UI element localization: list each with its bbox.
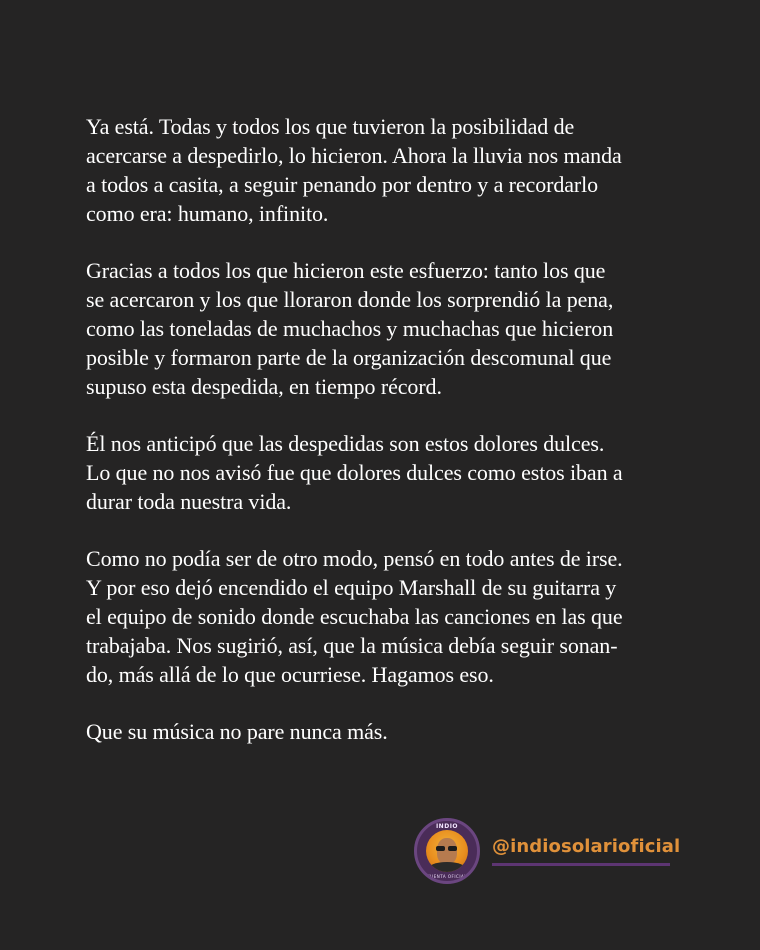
text-line: Él nos anticipó que las despedidas son estos dolores dulces. [86,431,605,456]
logo-top-text: INDIO [435,823,459,830]
paragraph-3 [86,429,686,516]
logo-bottom-text: CUENTA OFICIAL [427,874,467,879]
text-line: durar toda nuestra vida. [86,489,292,514]
text-line: do, más allá de lo que ocurriese. Hagamos eso. [86,662,494,687]
handle-block [492,836,680,866]
text-line: el equipo de sonido donde escuchaba las canciones en las que [86,604,623,629]
text-line: Ya está. Todas y todos los que tuvieron la posibilidad de [86,114,575,139]
sunglasses-icon [436,846,458,851]
paragraph-1 [86,112,686,228]
text-line: Y por eso dejó encendido el equipo Marshall de su guitarra y [86,575,617,600]
post-text [86,112,686,774]
shoulders-shape [428,862,466,872]
text-line: Gracias a todos los que hicieron este esfuerzo: tanto los que [86,258,606,283]
text-line: posible y formaron parte de la organización descomunal que [86,345,612,370]
text-line: Como no podía ser de otro modo, pensó en todo antes de irse. [86,546,623,571]
text-line: supuso esta despedida, en tiempo récord. [86,374,442,399]
face-shape [437,838,457,864]
paragraph-5 [86,717,686,746]
handle-underline [492,863,670,866]
account-handle[interactable]: @indiosolarioficial [492,836,681,857]
avatar-portrait [426,830,468,872]
text-line: Lo que no nos avisó fue que dolores dulces como estos iban a [86,460,623,485]
text-line: como era: humano, infinito. [86,201,329,226]
text-line: como las toneladas de muchachos y muchachas que hicieron [86,316,614,341]
text-line: a todos a casita, a seguir penando por dentro y a recordarlo [86,172,599,197]
text-line: se acercaron y los que lloraron donde los sorprendió la pena, [86,287,614,312]
avatar-logo[interactable] [414,818,480,884]
text-line: acercarse a despedirlo, lo hicieron. Ahora la lluvia nos manda [86,143,622,168]
text-line: trabajaba. Nos sugirió, así, que la música debía seguir sonan- [86,633,618,658]
paragraph-4 [86,544,686,689]
text-line: Que su música no pare nunca más. [86,719,388,744]
paragraph-2 [86,256,686,401]
account-badge[interactable] [414,818,680,884]
